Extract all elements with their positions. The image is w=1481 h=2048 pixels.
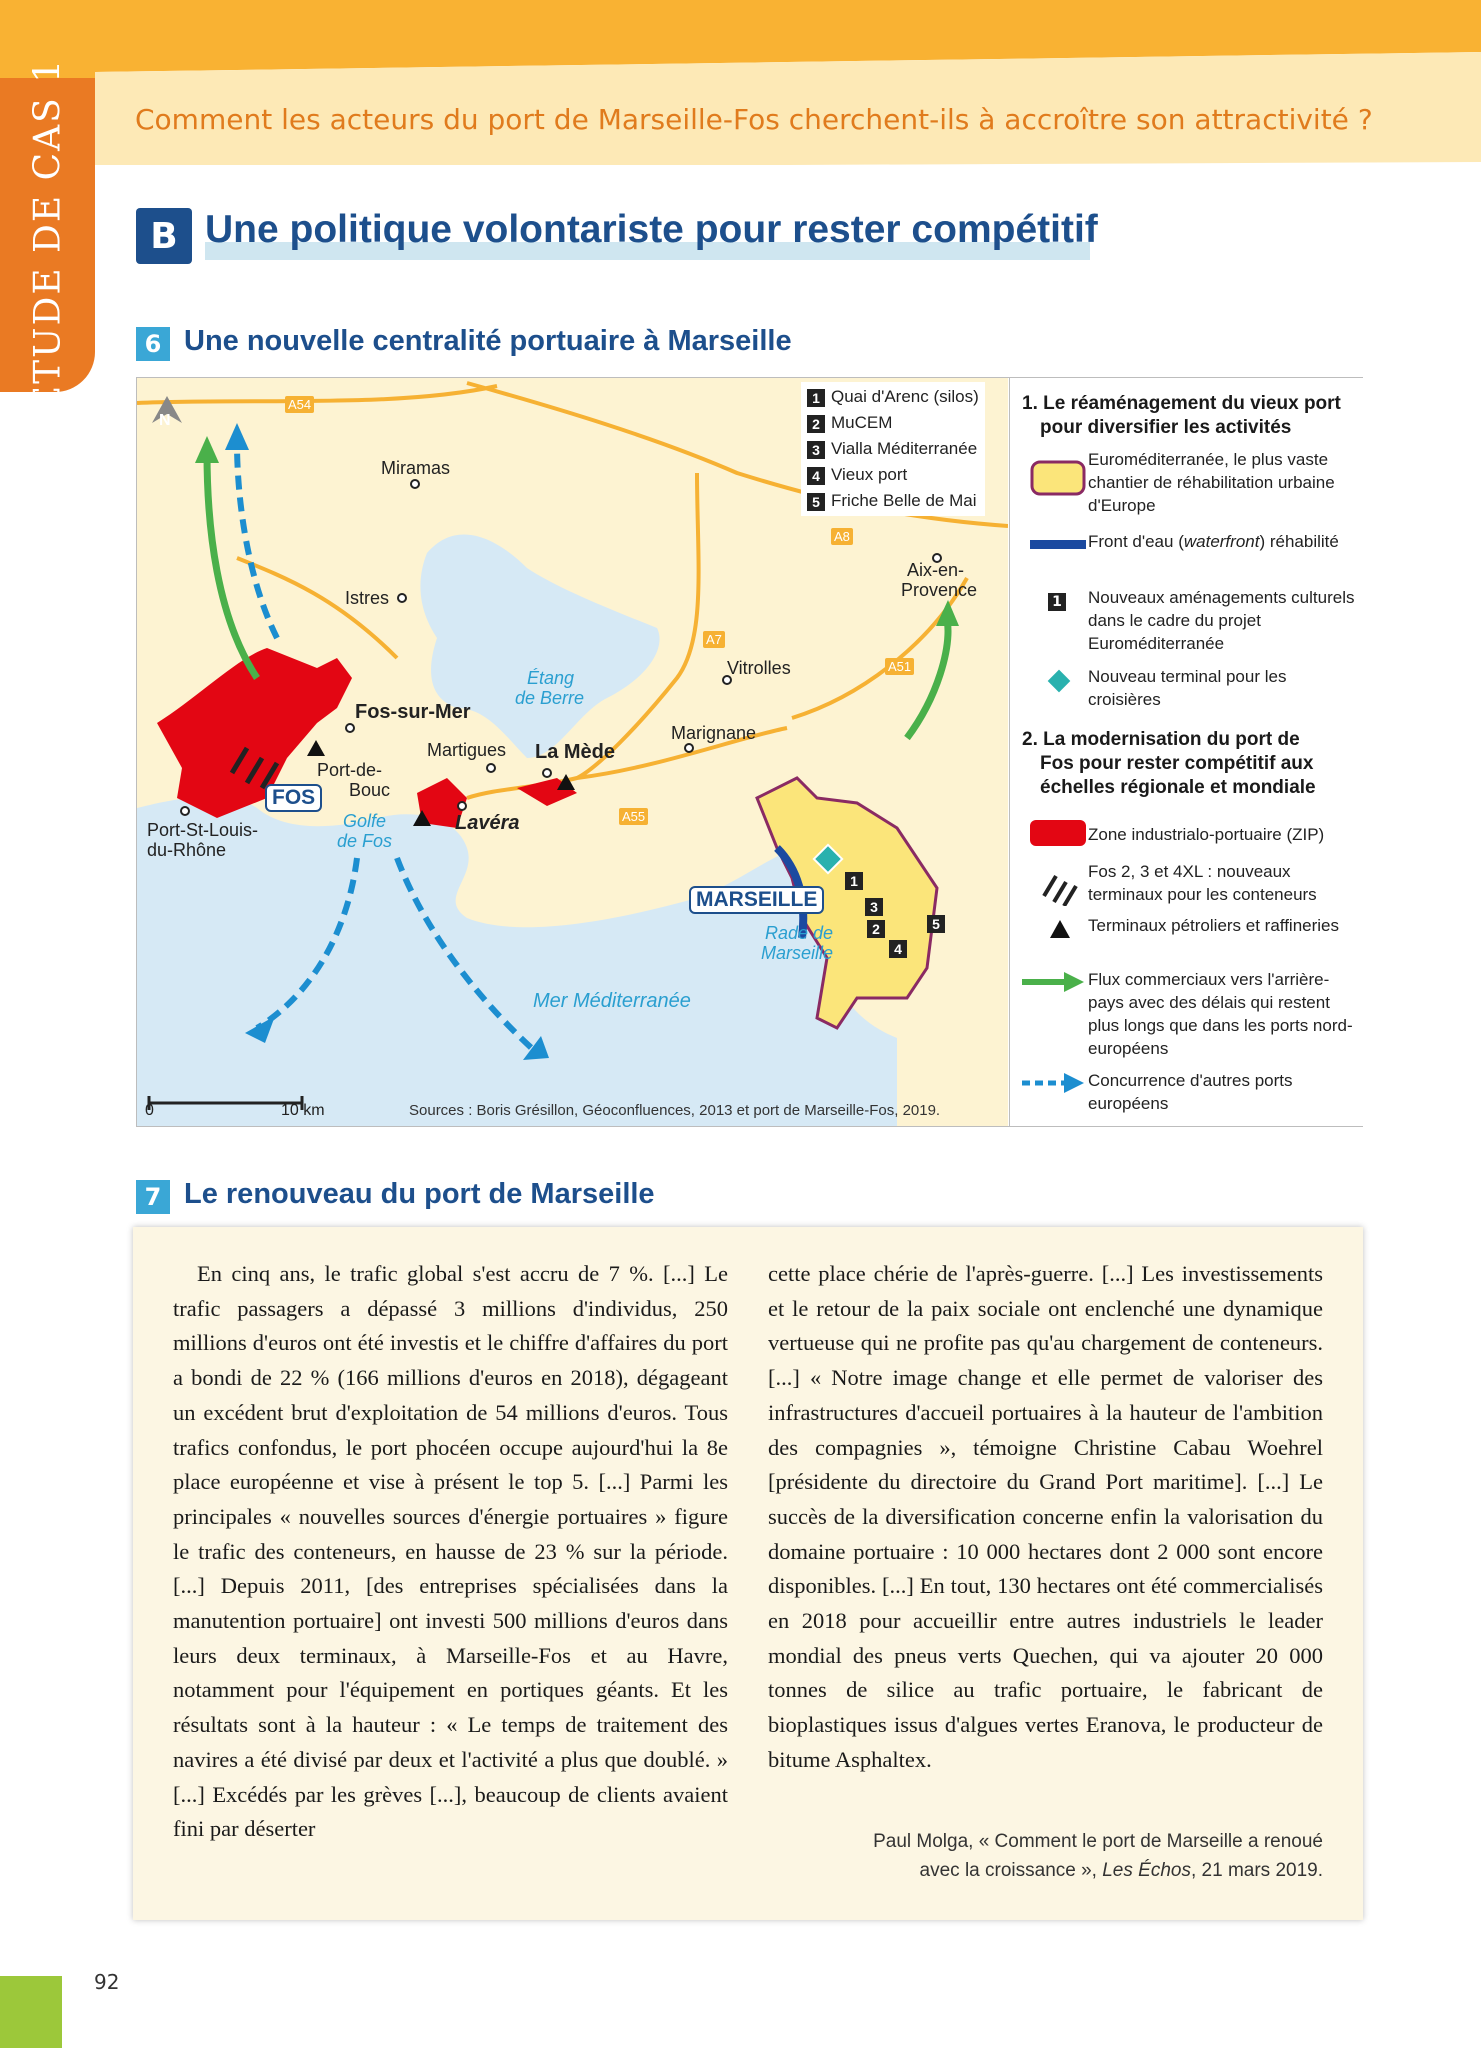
side-tab-label: ÉTUDE DE CAS 1	[27, 57, 68, 413]
road-a8-label: A8	[831, 528, 853, 545]
citation-line-1: Paul Molga, « Comment le port de Marseille a renoué	[873, 1831, 1323, 1852]
citation-source: Les Échos	[1102, 1860, 1191, 1881]
legend-heading-2-line3: échelles régionale et mondiale	[1040, 777, 1316, 798]
label-port-de-bouc-2: Bouc	[349, 780, 391, 800]
label-berre-1: Étang	[527, 668, 575, 688]
marker-3-number: 3	[865, 898, 883, 916]
legend-zip-text: Zone industrialo-portuaire (ZIP)	[1088, 825, 1325, 844]
legend-euromed-swatch	[1030, 460, 1086, 496]
legend-euromed-text: Euroméditerranée, le plus vaste chantier de réhabilitation urbaine d'Europe	[1088, 450, 1335, 515]
road-a7-label: A7	[703, 631, 725, 648]
doc6-number: 6	[136, 327, 170, 361]
marker-4	[889, 938, 913, 959]
article-column-1-text: En cinq ans, le trafic global s'est accru de 7 %. [...] Le trafic passagers a dépassé 3 millions d'individus, 250 millions d'euros ont été investis et le chiffre d'affaires du port a bondi de 22 % (166 millions d'euros en 2018), dégageant un excédent brut d'exploitation de 54 millions d'euros. Tous trafics confondus, le port phocéen occupe aujourd'hui la 8e place européenne et vise à présent le top 5. [...] Parmi les principales « nouvelles sources d'énergie portuaires » figure le trafic des conteneurs, en hausse de 23 % sur la période. [...] Depuis 2011, [des entreprises spécialisées dans la manutention portuaire] ont investi 500 millions d'euros dans leurs deux terminaux, à Marseille-Fos et au Havre, notamment pour l'équipement en portiques géants. Et les résultats sont à la hauteur : « Le temps de traitement des navires a été divisé par deux et l'activité a plus que doublé. » [...] Excédés par les grèves [...], beaucoup de clients avaient fini par déserter	[173, 1261, 728, 1842]
label-port-st-louis-2: du-Rhône	[147, 840, 227, 860]
legend-blue-competition-symbol	[1020, 1071, 1086, 1095]
article-excerpt-box	[133, 1227, 1363, 1920]
side-tab	[0, 57, 95, 413]
legend-waterfront-text: Front d'eau (waterfront) réhabilité	[1088, 532, 1339, 551]
legend-heading-1-line2: pour diversifier les activités	[1040, 417, 1292, 438]
label-aix-2: Provence	[901, 580, 978, 600]
key-item-4: 4 Vieux port	[807, 462, 979, 488]
footer-accent-bar	[0, 1976, 62, 2048]
marker-3	[865, 896, 889, 917]
key-item-1: 1 Quai d'Arenc (silos)	[807, 384, 979, 410]
legend-container-terminal-symbol	[1040, 866, 1080, 906]
key-item-2: 2 MuCEM	[807, 410, 979, 436]
legend-heading-2-line1: 2. La modernisation du port de	[1022, 729, 1300, 750]
article-citation	[763, 1827, 1323, 1885]
road-a51-label: A51	[885, 658, 914, 675]
label-rade-2: Marseille	[761, 943, 834, 963]
key-item-5: 5 Friche Belle de Mai	[807, 488, 979, 514]
map-sources: Sources : Boris Grésillon, Géoconfluences, 2013 et port de Marseille-Fos, 2019.	[409, 1102, 941, 1119]
legend-terminal-text: Nouveau terminal pour les croisières	[1088, 667, 1287, 709]
map-figure	[136, 377, 1363, 1127]
label-fos-box: FOS	[265, 784, 322, 812]
label-marignane: Marignane	[671, 723, 757, 743]
label-vitrolles: Vitrolles	[727, 658, 791, 678]
section-letter-badge: B	[136, 208, 192, 264]
label-rade-1: Rade de	[765, 923, 834, 943]
marker-4-number: 4	[889, 940, 907, 958]
key-item-3: 3 Vialla Méditerranée	[807, 436, 979, 462]
legend-cruise-terminal-symbol	[1044, 666, 1074, 696]
label-golfe-1: Golfe	[343, 811, 387, 831]
legend-concurrence-text: Concurrence d'autres ports européens	[1088, 1071, 1293, 1113]
scale-10km: 10 km	[281, 1102, 325, 1119]
label-mer-mediterranee: Mer Méditerranée	[533, 990, 691, 1012]
legend-petroliers-text: Terminaux pétroliers et raffineries	[1088, 916, 1340, 935]
label-golfe-2: de Fos	[337, 831, 393, 851]
legend-amenagements-text: Nouveaux aménagements culturels dans le cadre du projet Euroméditerranée	[1088, 588, 1355, 653]
label-istres: Istres	[345, 588, 390, 608]
legend-waterfront-swatch	[1030, 538, 1086, 552]
label-aix-1: Aix-en-	[907, 560, 965, 580]
marker-1-number: 1	[845, 872, 863, 890]
label-miramas: Miramas	[381, 458, 451, 478]
label-fos-sur-mer: Fos-sur-Mer	[355, 701, 471, 723]
label-berre-2: de Berre	[515, 688, 585, 708]
doc7-number: 7	[136, 1180, 170, 1214]
top-banner	[0, 0, 1481, 165]
legend-flux-text: Flux commerciaux vers l'arrière-pays avec des délais qui restent plus longs que dans les ports nord-européens	[1088, 970, 1353, 1058]
marker-5	[927, 913, 951, 934]
legend-green-flow-symbol	[1020, 970, 1086, 994]
road-a55-label: A55	[619, 808, 648, 825]
guiding-question: Comment les acteurs du port de Marseille-Fos cherchent-ils à accroître son attractivité ?	[135, 103, 1373, 136]
label-port-st-louis-1: Port-St-Louis-	[147, 820, 259, 840]
label-port-de-bouc-1: Port-de-	[317, 760, 383, 780]
legend-heading-2-line2: Fos pour rester compétitif aux	[1040, 753, 1314, 774]
north-label: N	[159, 412, 171, 429]
legend-oil-terminal-symbol	[1048, 918, 1072, 940]
section-title: Une politique volontariste pour rester compétitif	[205, 208, 1098, 251]
article-column-2-text: cette place chérie de l'après-guerre. [...] Les investissements et le retour de la paix sociale ont enclenché une dynamique vertueuse qui ne profite pas qu'au chargement de conteneurs. [...] « Notre image change et elle permet de valoriser des infrastructures d'accueil portuaires à la hauteur de l'ambition des compagnies », témoigne Christine Cabau Woehrel [présidente du directoire du Grand Port maritime]. [...] Le succès de la diversification concerne enfin la valorisation du domaine portuaire : 10 000 hectares dont 2 000 sont encore disponibles. [...] En tout, 130 hectares ont été commercialisés en 2018 pour accueillir entre autres industriels le leader mondial des pneus verts Quechen, qui va ajouter 20 000 tonnes de silice au trafic portuaire, le fabricant de bioplastiques issus d'algues vertes Eranova, le producteur de bitume Asphaltex.	[768, 1261, 1323, 1772]
label-lavera: Lavéra	[455, 812, 520, 834]
scale-zero: 0	[145, 1102, 154, 1119]
legend-heading-1-line1: 1. Le réaménagement du vieux port	[1022, 393, 1341, 414]
road-a54-label: A54	[285, 396, 314, 413]
marker-2	[867, 918, 891, 939]
label-la-mede: La Mède	[535, 741, 616, 763]
map-area	[137, 378, 1008, 1126]
marker-5-number: 5	[927, 915, 945, 933]
label-martigues: Martigues	[427, 740, 507, 760]
doc6-title: Une nouvelle centralité portuaire à Marseille	[184, 325, 792, 357]
label-marseille-box: MARSEILLE	[689, 886, 824, 914]
marker-1	[845, 870, 869, 891]
legend-zip-swatch	[1030, 818, 1086, 848]
map-numbered-key	[801, 382, 985, 516]
legend-fos-terminaux-text: Fos 2, 3 et 4XL : nouveaux terminaux pour les conteneurs	[1088, 862, 1317, 904]
doc7-title: Le renouveau du port de Marseille	[184, 1178, 655, 1210]
legend-amenagements-symbol: 1	[1048, 591, 1072, 611]
article-column-2	[768, 1257, 1323, 1778]
article-column-1	[173, 1257, 728, 1847]
marker-2-number: 2	[867, 920, 885, 938]
page-number: 92	[94, 1970, 120, 1994]
map-legend	[1009, 378, 1363, 1126]
citation-line-2: avec la croissance », Les Échos, 21 mars 2019.	[919, 1860, 1323, 1881]
